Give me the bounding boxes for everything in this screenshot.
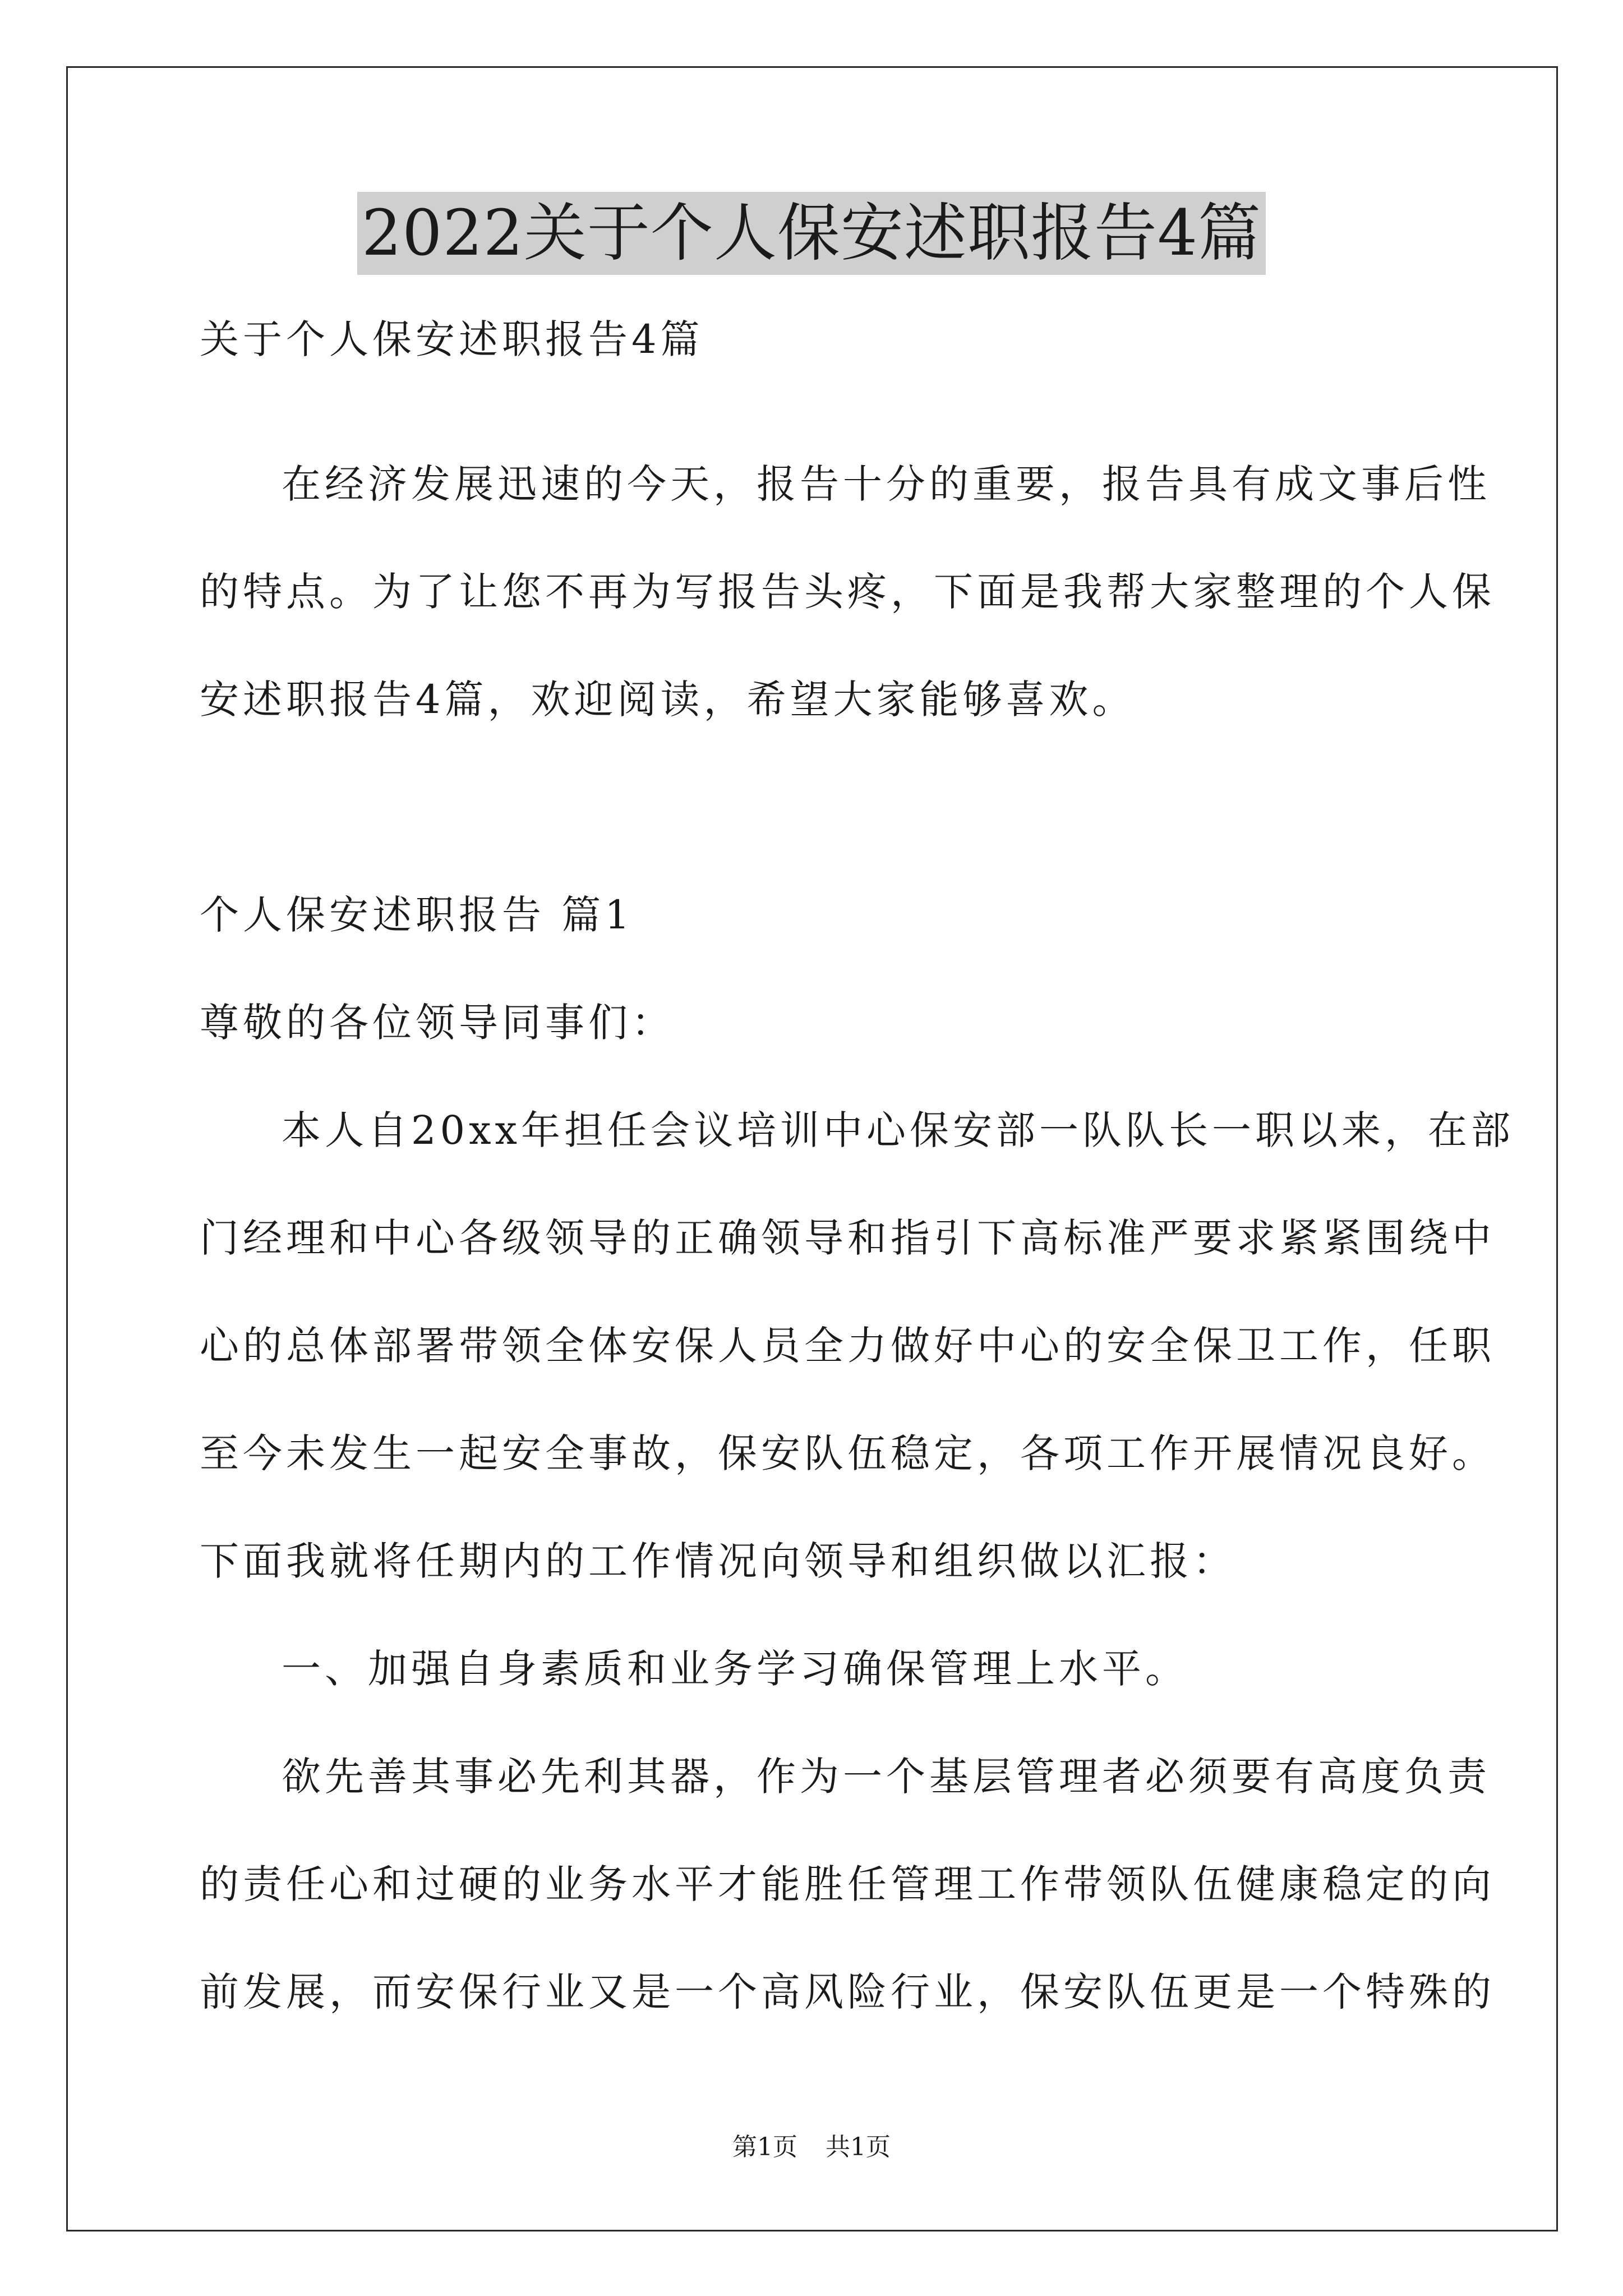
section-heading: 个人保安述职报告 篇1 [200,892,634,938]
paragraph-line: 安述职报告4篇，欢迎阅读，希望大家能够喜欢。 [200,677,1136,723]
paragraph-line: 前发展，而安保行业又是一个高风险行业，保安队伍更是一个特殊的 [200,1969,1495,2015]
subtitle-line: 关于个人保安述职报告4篇 [200,316,704,362]
paragraph-line: 门经理和中心各级领导的正确领导和指引下高标准严要求紧紧围绕中 [200,1215,1495,1261]
paragraph-line: 的责任心和过硬的业务水平才能胜任管理工作带领队伍健康稳定的向 [200,1861,1495,1907]
paragraph-line: 至今未发生一起安全事故，保安队伍稳定，各项工作开展情况良好。 [200,1430,1495,1476]
subheading-line: 一、加强自身素质和业务学习确保管理上水平。 [282,1646,1188,1692]
paragraph-line: 心的总体部署带领全体安保人员全力做好中心的安全保卫工作，任职 [200,1323,1495,1369]
paragraph-line: 本人自20xx年担任会议培训中心保安部一队队长一职以来，在部 [282,1107,1515,1153]
paragraph-line: 的特点。为了让您不再为写报告头疼，下面是我帮大家整理的个人保 [200,569,1495,615]
title-container [0,192,1623,275]
paragraph-line: 欲先善其事必先利其器，作为一个基层管理者必须要有高度负责 [282,1754,1491,1800]
page-number: 第1页 [732,2133,797,2161]
page-total: 共1页 [826,2133,891,2161]
document-title: 2022关于个人保安述职报告4篇 [357,192,1266,275]
paragraph-line: 下面我就将任期内的工作情况向领导和组织做以汇报： [200,1538,1236,1584]
page-footer [0,2132,1623,2163]
salutation-line: 尊敬的各位领导同事们： [200,1000,675,1046]
paragraph-line: 在经济发展迅速的今天，报告十分的重要，报告具有成文事后性 [282,461,1491,507]
